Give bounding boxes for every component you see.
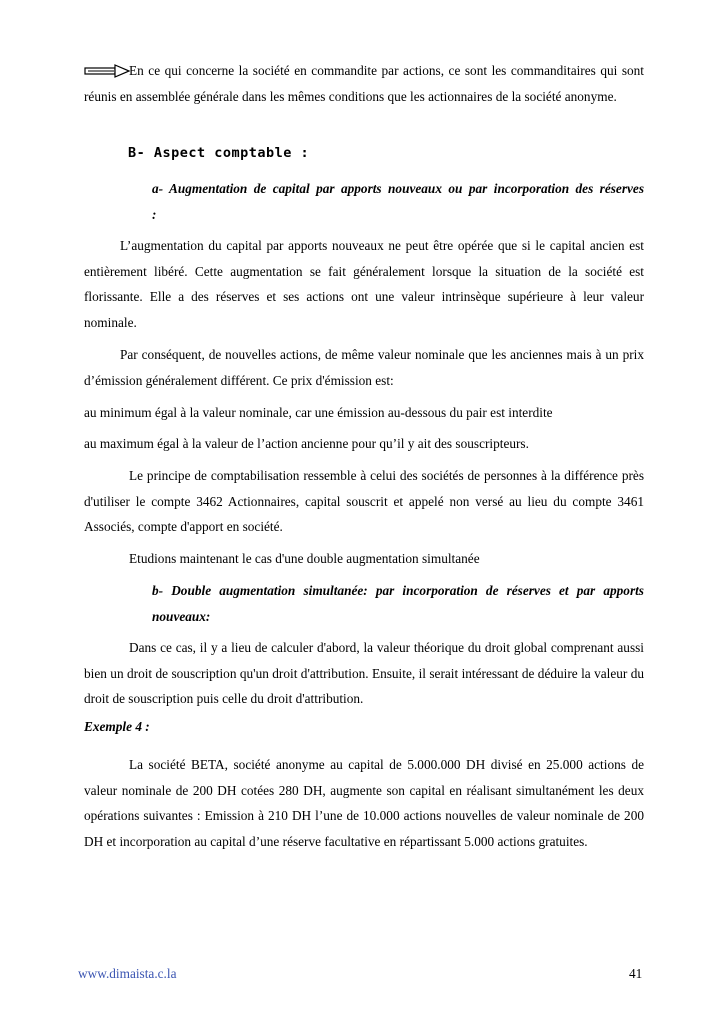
page-number: 41 xyxy=(629,966,643,981)
subheading-b: b- Double augmentation simultanée: par incorporation de réserves et par apports nouveaux: xyxy=(152,583,644,624)
intro-paragraph: En ce qui concerne la société en commandite par actions, ce sont les commanditaires qui sont réunis en assemblée générale dans les mêmes conditions que les actionnaires de la société anonyme. xyxy=(84,63,644,104)
paragraph-8: La société BETA, société anonyme au capital de 5.000.000 DH divisé en 25.000 actions de valeur nominale de 200 DH cotées 280 DH, augmente son capital en réalisant simultanément les deux opérations suivantes : Emission à 210 DH l’une de 10.000 actions nouvelles de valeur nominale de 200 DH et incorporation au capital d’une réserve facultative en répartissant 5.000 actions gratuites. xyxy=(84,757,644,849)
section-heading: B- Aspect comptable : xyxy=(128,145,310,161)
paragraph-3: au minimum égal à la valeur nominale, car une émission au-dessous du pair est interdite xyxy=(84,405,553,420)
paragraph-6: Etudions maintenant le cas d'une double augmentation simultanée xyxy=(129,551,480,566)
paragraph-4: au maximum égal à la valeur de l’action ancienne pour qu’il y ait des souscripteurs. xyxy=(84,436,529,451)
paragraph-1: L’augmentation du capital par apports nouveaux ne peut être opérée que si le capital ancien est entièrement libéré. Cette augmentation se fait généralement lorsque la situation de la société est florissante. Elle a des réserves et ses actions ont une valeur intrinsèque supérieure à leur valeur nominale. xyxy=(84,238,644,330)
paragraph-2: Par conséquent, de nouvelles actions, de même valeur nominale que les anciennes mais à un prix d’émission généralement différent. Ce prix d'émission est: xyxy=(84,347,644,388)
paragraph-7: Dans ce cas, il y a lieu de calculer d'abord, la valeur théorique du droit global comprenant aussi bien un droit de souscription qu'un droit d'attribution. Ensuite, il serait intéressant de déduire la valeur du droit de souscription puis celle du droit d'attribution. xyxy=(84,640,644,706)
example-title: Exemple 4 : xyxy=(84,719,150,734)
subheading-a: a- Augmentation de capital par apports nouveaux ou par incorporation des réserves : xyxy=(152,181,644,222)
footer-website-link[interactable]: www.dimaista.c.la xyxy=(78,966,177,981)
paragraph-5: Le principe de comptabilisation ressemble à celui des sociétés de personnes à la différence près d'utiliser le compte 3462 Actionnaires, capital souscrit et appelé non versé au lieu du compte 3461 Associés, compte d'apport en société. xyxy=(84,468,644,534)
